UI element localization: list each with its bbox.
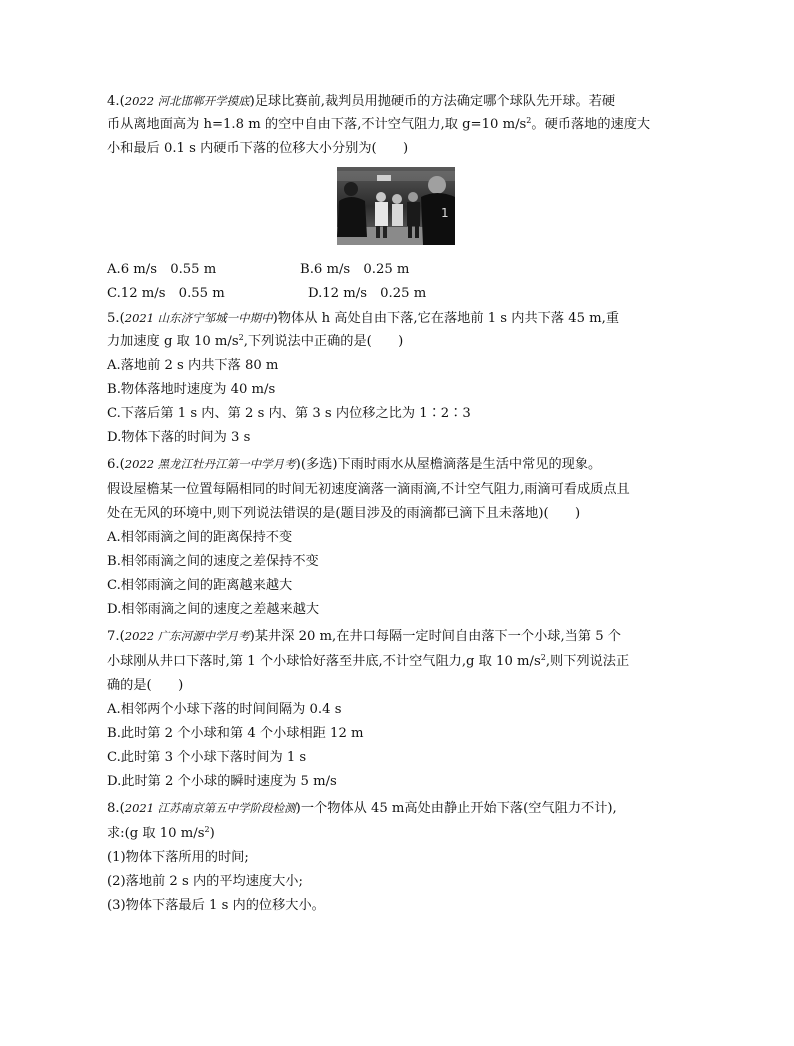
q5-source: 2021 山东济宁邹城一中期中 <box>124 311 273 325</box>
q4-option-c: C.12 m/s 0.55 m <box>107 286 225 301</box>
q5-line1: 5.(2021 山东济宁邹城一中期中)物体从 h 高处自由下落,它在落地前 1 s 内共下落 45 m,重 <box>107 311 620 326</box>
q7-option-c: C.此时第 3 个小球下落时间为 1 s <box>107 750 307 765</box>
q4-option-d: D.12 m/s 0.25 m <box>308 286 427 301</box>
q6-line1: 6.(2022 黑龙江牡丹江第一中学月考)(多选)下雨时雨水从屋檐滴落是生活中常见的现象。 <box>107 457 602 472</box>
q4-options-row2 <box>107 285 427 303</box>
q4-options-row1 <box>107 261 410 279</box>
q7-source: 2022 广东河源中学月考 <box>124 629 250 643</box>
q7-line1: 7.(2022 广东河源中学月考)某井深 20 m,在井口每隔一定时间自由落下一个小球,当第 5 个 <box>107 629 621 644</box>
q4-line2: 币从离地面高为 h=1.8 m 的空中自由下落,不计空气阻力,取 g=10 $m/s^2$。硬币落地的速度大 <box>107 116 651 132</box>
q4-source: 2022 河北邯郸开学摸底 <box>124 94 250 108</box>
svg-text:1: 1 <box>441 206 449 220</box>
q8-source: 2021 江苏南京第五中学阶段检测 <box>124 801 296 815</box>
q7-option-d: D.此时第 2 个小球的瞬时速度为 5 m/s <box>107 774 337 789</box>
q6-option-d: D.相邻雨滴之间的速度之差越来越大 <box>107 602 320 617</box>
q8-line2: 求:(g 取 10 $m/s^2$) <box>107 825 215 841</box>
q7-option-a: A.相邻两个小球下落的时间间隔为 0.4 s <box>107 702 342 717</box>
q8-sub3: (3)物体下落最后 1 s 内的位移大小。 <box>107 898 325 913</box>
q6-option-b: B.相邻雨滴之间的速度之差保持不变 <box>107 554 319 569</box>
q8-line1: 8.(2021 江苏南京第五中学阶段检测)一个物体从 45 m高处由静止开始下落(空气阻力不计), <box>107 801 617 816</box>
q7-line2: 小球刚从井口下落时,第 1 个小球恰好落至井底,不计空气阻力,g 取 10 $m/s^2$,则下列说法正 <box>107 653 630 669</box>
q8-sub1: (1)物体下落所用的时间; <box>107 850 249 865</box>
q5-option-b: B.物体落地时速度为 40 m/s <box>107 382 276 397</box>
coin-toss-photo <box>337 167 455 245</box>
q4-option-a: A.6 m/s 0.55 m <box>107 262 217 277</box>
q6-line2: 假设屋檐某一位置每隔相同的时间无初速度滴落一滴雨滴,不计空气阻力,雨滴可看成质点且 <box>107 482 630 497</box>
q7-line3: 确的是( ) <box>107 678 184 693</box>
q6-option-c: C.相邻雨滴之间的距离越来越大 <box>107 578 293 593</box>
q7-option-b: B.此时第 2 个小球和第 4 个小球相距 12 m <box>107 726 364 741</box>
q5-option-c: C.下落后第 1 s 内、第 2 s 内、第 3 s 内位移之比为 1∶2∶3 <box>107 406 471 421</box>
q5-option-a: A.落地前 2 s 内共下落 80 m <box>107 358 279 373</box>
q5-option-d: D.物体下落的时间为 3 s <box>107 430 251 445</box>
q6-option-a: A.相邻雨滴之间的距离保持不变 <box>107 530 293 545</box>
q5-line2: 力加速度 g 取 10 $m/s^2$,下列说法中正确的是( ) <box>107 333 404 349</box>
q4-line1: 4.(2022 河北邯郸开学摸底)足球比赛前,裁判员用抛硬币的方法确定哪个球队先开球。若硬 <box>107 94 616 109</box>
q8-sub2: (2)落地前 2 s 内的平均速度大小; <box>107 874 303 889</box>
q6-source: 2022 黑龙江牡丹江第一中学月考 <box>124 457 296 471</box>
q4-option-b: B.6 m/s 0.25 m <box>300 262 410 277</box>
q6-line3: 处在无风的环境中,则下列说法错误的是(题目涉及的雨滴都已滴下且未落地)( ) <box>107 506 581 521</box>
q4-line3: 小和最后 0.1 s 内硬币下落的位移大小分别为( ) <box>107 141 409 156</box>
